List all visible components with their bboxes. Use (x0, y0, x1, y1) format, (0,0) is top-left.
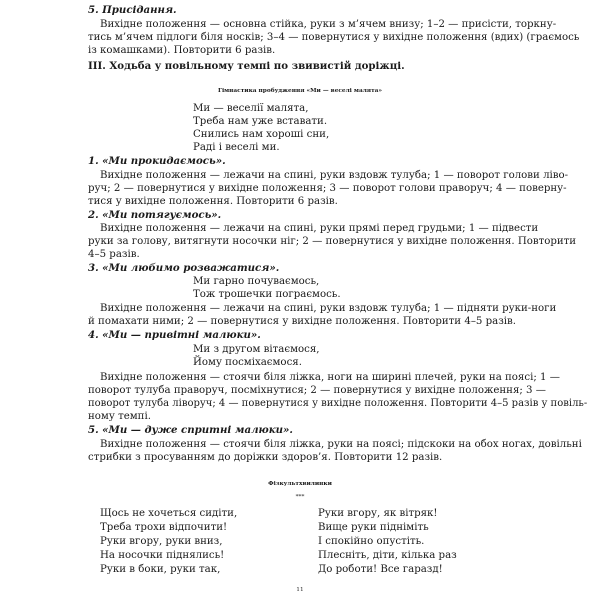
gym-poem-line-3: Снились нам хороші сни, (193, 129, 330, 140)
ex2-line-3: 4–5 разів. (88, 249, 140, 260)
fiz-right-line-4: Плесніть, діти, кілька раз (318, 550, 457, 561)
fiz-stars: *** (295, 494, 305, 500)
fiz-right-line-2: Вище руки підніміть (318, 522, 429, 533)
ex3-heading: 3. «Ми любимо розважатися». (88, 262, 280, 274)
ex2-line-2: руки за голову, витягнути носочки ніг; 2 — повернутися у вихідне положення. Повторити (88, 236, 577, 247)
ex4-poem-line-2: Йому посміхаємося. (193, 357, 302, 368)
ex4-poem-line-1: Ми з другом вітаємося, (193, 344, 320, 355)
ex3-poem-line-1: Ми гарно почуваємось, (193, 276, 320, 287)
ex3-poem-line-2: Тож трошечки пограємось. (193, 289, 341, 300)
ex4-line-4: ному темпі. (88, 411, 151, 422)
sec5-line-2: тись м’ячем підлоги біля носків; 3–4 — повернутися у вихідне положення (вдих) (граємось (88, 32, 580, 43)
fiz-title: Фізкультхвилинки (268, 481, 332, 487)
ex3-line-2: й помахати ними; 2 — повернутися у вихідне положення. Повторити 4–5 разів. (88, 316, 517, 327)
fiz-right-line-5: До роботи! Все гаразд! (318, 564, 443, 575)
ex1-line-3: тися у вихідне положення. Повторити 6 разів. (88, 196, 338, 207)
ex4-line-3: поворот тулуба ліворуч; 4 — повернутися у вихідне положення. Повторити 4–5 разів у повіль- (88, 398, 588, 409)
ex4-line-2: поворот тулуба праворуч, посміхнутися; 2 — повернутися у вихідне положення; 3 — (88, 385, 546, 396)
ex2-heading: 2. «Ми потягуємось». (88, 209, 222, 221)
fiz-left-line-2: Треба трохи відпочити! (100, 522, 228, 533)
fiz-right-line-3: І спокійно опустіть. (318, 536, 425, 547)
ex5-line-2: стрибки з просуванням до доріжки здоров’я. Повторити 12 разів. (88, 452, 443, 463)
ex4-heading: 4. «Ми — привітні малюки». (88, 329, 261, 341)
ex5-heading: 5. «Ми — дуже спритні малюки». (88, 424, 293, 436)
sec5-heading: 5. Присідання. (88, 4, 177, 16)
sec5-line-1: Вихідне положення — основна стійка, руки з м’ячем внизу; 1–2 — присісти, торкну- (100, 19, 557, 30)
fiz-right-line-1: Руки вгору, як вітряк! (318, 508, 438, 519)
fiz-left-line-5: Руки в боки, руки так, (100, 564, 221, 575)
sec5-line-3: із комашками). Повторити 6 разів. (88, 45, 276, 56)
fiz-left-line-3: Руки вгору, руки вниз, (100, 536, 223, 547)
ex4-line-1: Вихідне положення — стоячи біля ліжка, ноги на ширині плечей, руки на поясі; 1 — (100, 372, 560, 383)
gym-poem-line-1: Ми — веселії малята, (193, 103, 309, 114)
gym-poem-line-4: Раді і веселі ми. (193, 142, 280, 153)
part-3-heading: III. Ходьба у повільному темпі по звивистій доріжці. (88, 60, 405, 72)
page-number: 11 (296, 587, 304, 593)
ex2-line-1: Вихідне положення — лежачи на спині, руки прямі перед грудьми; 1 — підвести (100, 223, 539, 234)
fiz-left-line-4: На носочки піднялись! (100, 550, 225, 561)
ex1-heading: 1. «Ми прокидаємось». (88, 155, 226, 167)
ex5-line-1: Вихідне положення — стоячи біля ліжка, руки на поясі; підскоки на обох ногах, довільні (100, 439, 582, 450)
ex1-line-2: руч; 2 — повернутися у вихідне положення; 3 — поворот голови праворуч; 4 — поверну- (88, 183, 567, 194)
fiz-left-line-1: Щось не хочеться сидіти, (100, 508, 238, 519)
ex1-line-1: Вихідне положення — лежачи на спині, руки вздовж тулуба; 1 — поворот голови ліво- (100, 170, 569, 181)
gym-poem-line-2: Треба нам уже вставати. (193, 116, 328, 127)
gym-title: Гімнастика пробудження «Ми — веселі малята» (217, 88, 383, 94)
ex3-line-1: Вихідне положення — лежачи на спині, руки вздовж тулуба; 1 — підняти руки-ноги (100, 303, 557, 314)
